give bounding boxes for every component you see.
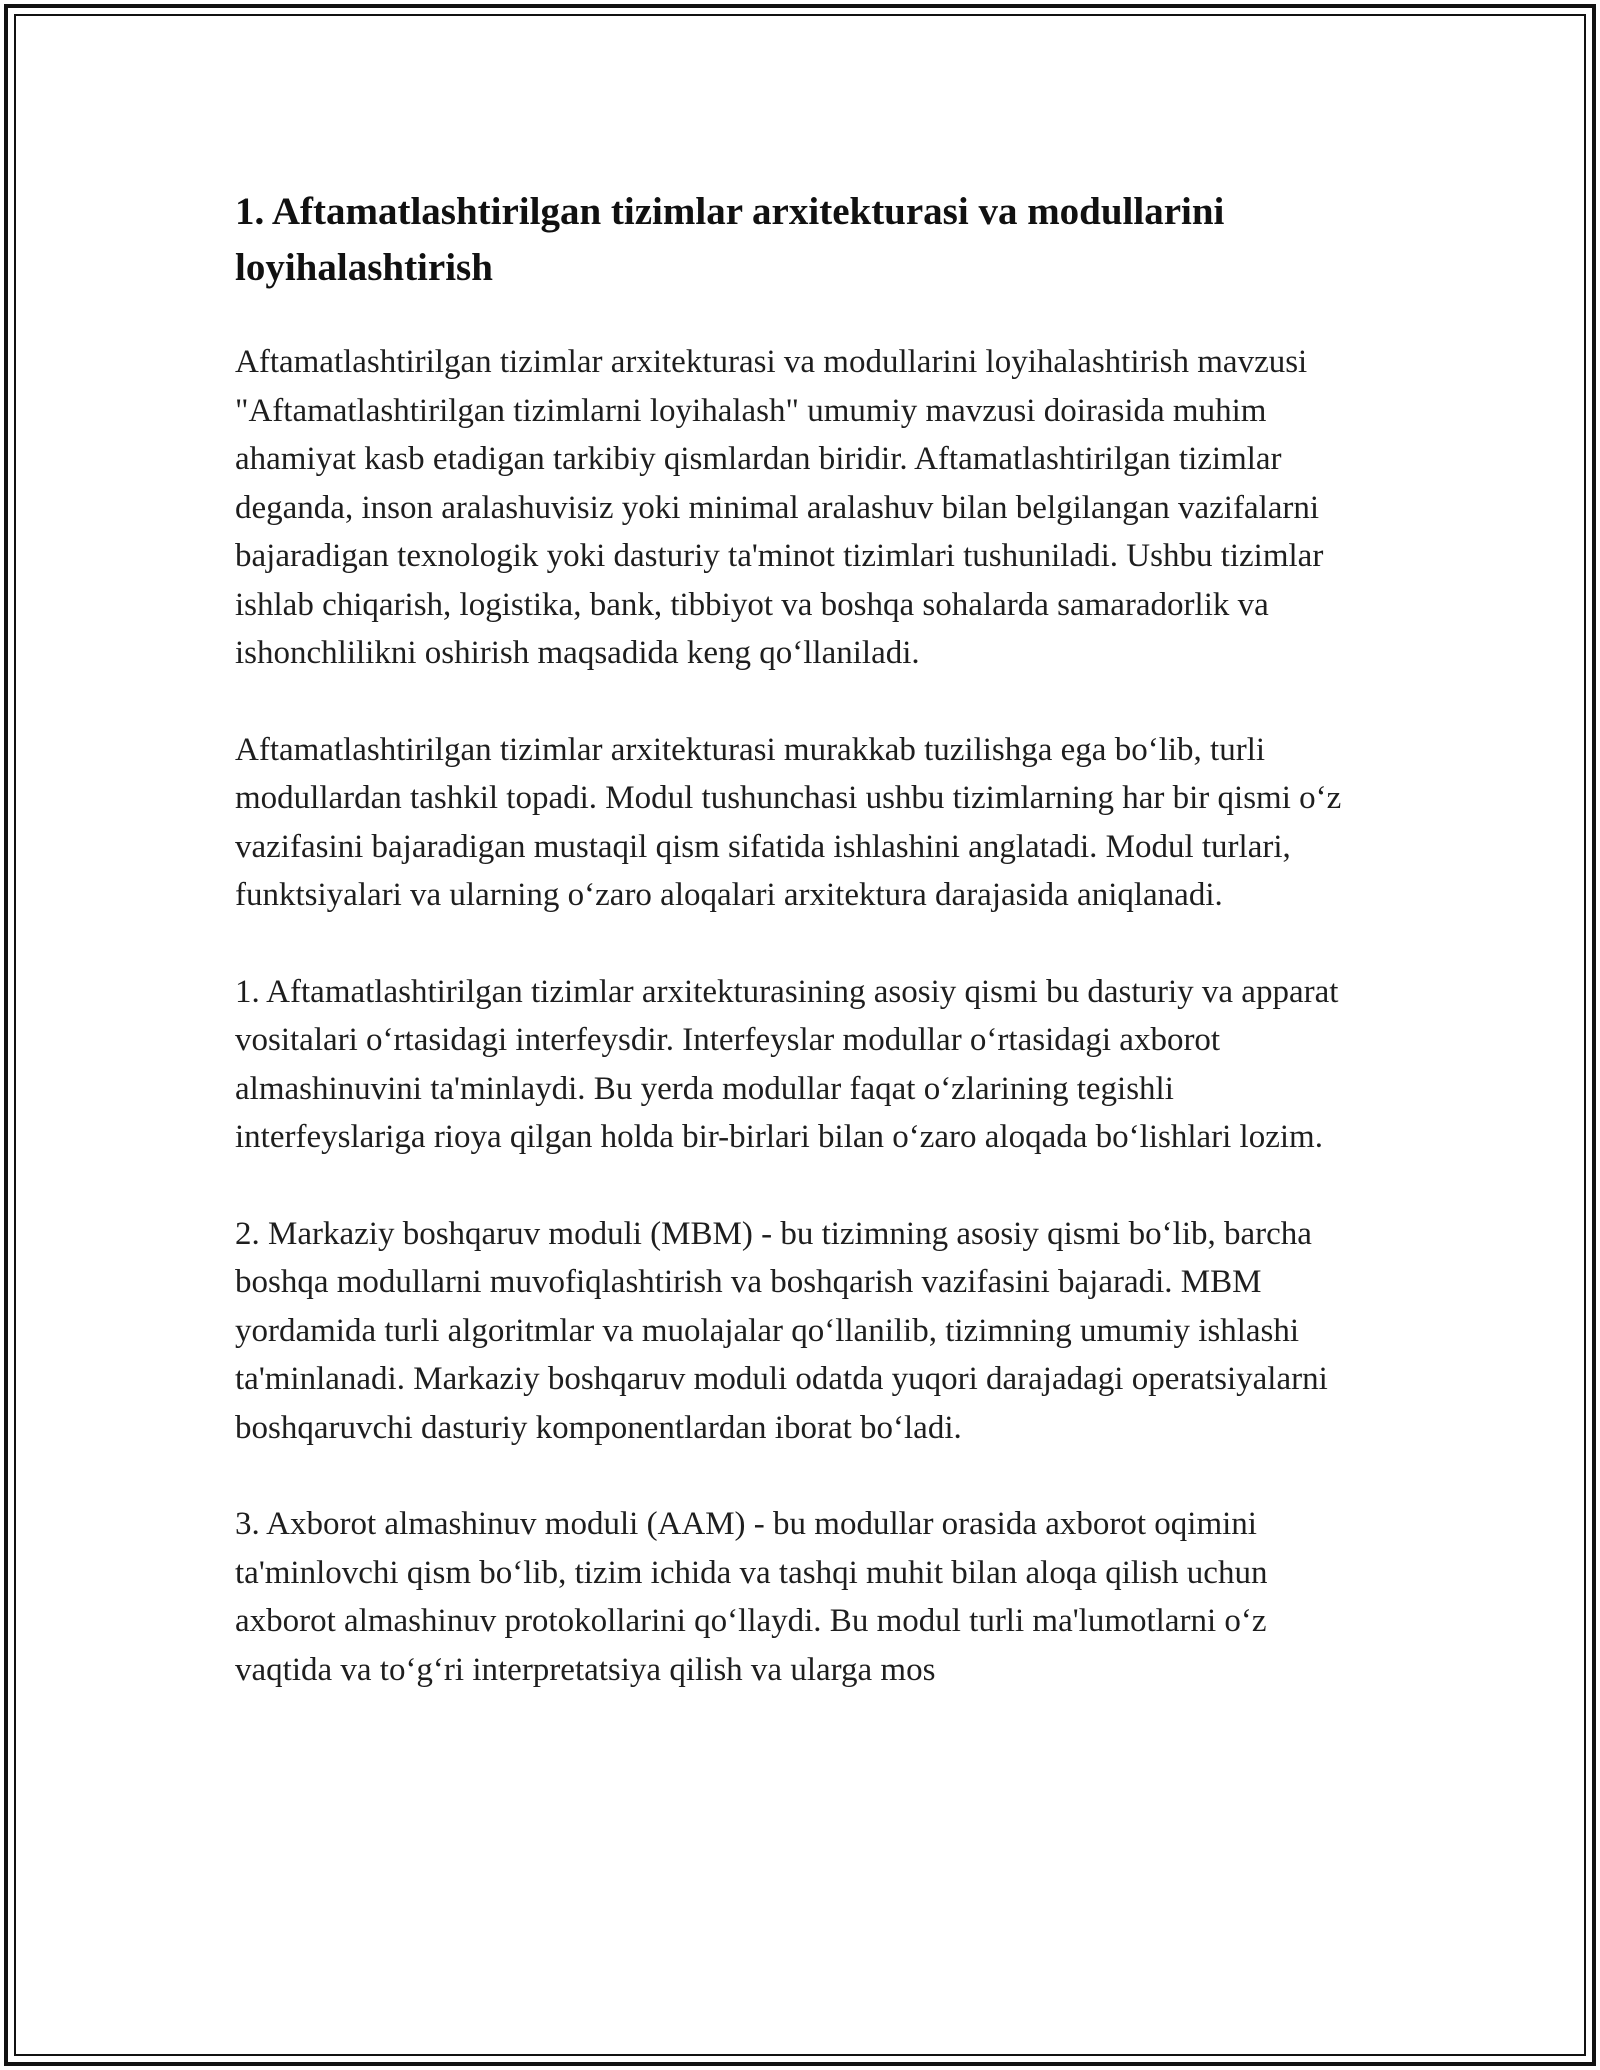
- paragraph-information-exchange-module: 3. Axborot almashinuv moduli (AAM) - bu modullar orasida axborot oqimini ta'minlovchi qism bo‘lib, tizim ichida va tashqi muhit bilan aloqa qilish uchun axborot almashinuv protokollarini qo‘llaydi. Bu modul turli ma'lumotlarni o‘z vaqtida va to‘g‘ri interpretatsiya qilish va ularga mos: [235, 1506, 1268, 1688]
- paragraph-interface: 1. Aftamatlashtirilgan tizimlar arxitekturasining asosiy qismi bu dasturiy va apparat vositalari o‘rtasidagi interfeysdir. Interfeyslar modullar o‘rtasidagi axborot almashinuvini ta'minlaydi. Bu yerda modullar faqat o‘zlarining tegishli interfeyslariga rioya qilgan holda bir-birlari bilan o‘zaro aloqada bo‘lishlari lozim.: [235, 973, 1339, 1155]
- paragraph-architecture: Aftamatlashtirilgan tizimlar arxitekturasi murakkab tuzilishga ega bo‘lib, turli modullardan tashkil topadi. Modul tushunchasi ushbu tizimlarning har bir qismi o‘z vazifasini bajaradigan mustaqil qism sifatida ishlashini anglatadi. Modul turlari, funktsiyalari va ularning o‘zaro aloqalari arxitektura darajasida aniqlanadi.: [235, 731, 1342, 913]
- paragraph-intro: Aftamatlashtirilgan tizimlar arxitekturasi va modullarini loyihalashtirish mavzusi "Aftamatlashtirilgan tizimlarni loyihalash" umumiy mavzusi doirasida muhim ahamiyat kasb etadigan tarkibiy qismlardan biridir. Aftamatlashtirilgan tizimlar deganda, inson aralashuvisiz yoki minimal aralashuv bilan belgilangan vazifalarni bajaradigan texnologik yoki dasturiy ta'minot tizimlari tushuniladi. Ushbu tizimlar ishlab chiqarish, logistika, bank, tibbiyot va boshqa sohalarda samaradorlik va ishonchlilikni oshirish maqsadida keng qo‘llaniladi.: [235, 344, 1324, 671]
- document-body: [235, 184, 1370, 1742]
- paragraph-central-control-module: 2. Markaziy boshqaruv moduli (MBM) - bu tizimning asosiy qismi bo‘lib, barcha boshqa modullarni muvofiqlashtirish va boshqarish vazifasini bajaradi. MBM yordamida turli algoritmlar va muolajalar qo‘llanilib, tizimning umumiy ishlashi ta'minlanadi. Markaziy boshqaruv moduli odatda yuqori darajadagi operatsiyalarni boshqaruvchi dasturiy komponentlardan iborat bo‘ladi.: [235, 1215, 1328, 1446]
- document-title: 1. Aftamatlashtirilgan tizimlar arxitekturasi va modullarini loyihalashtirish: [235, 190, 1225, 289]
